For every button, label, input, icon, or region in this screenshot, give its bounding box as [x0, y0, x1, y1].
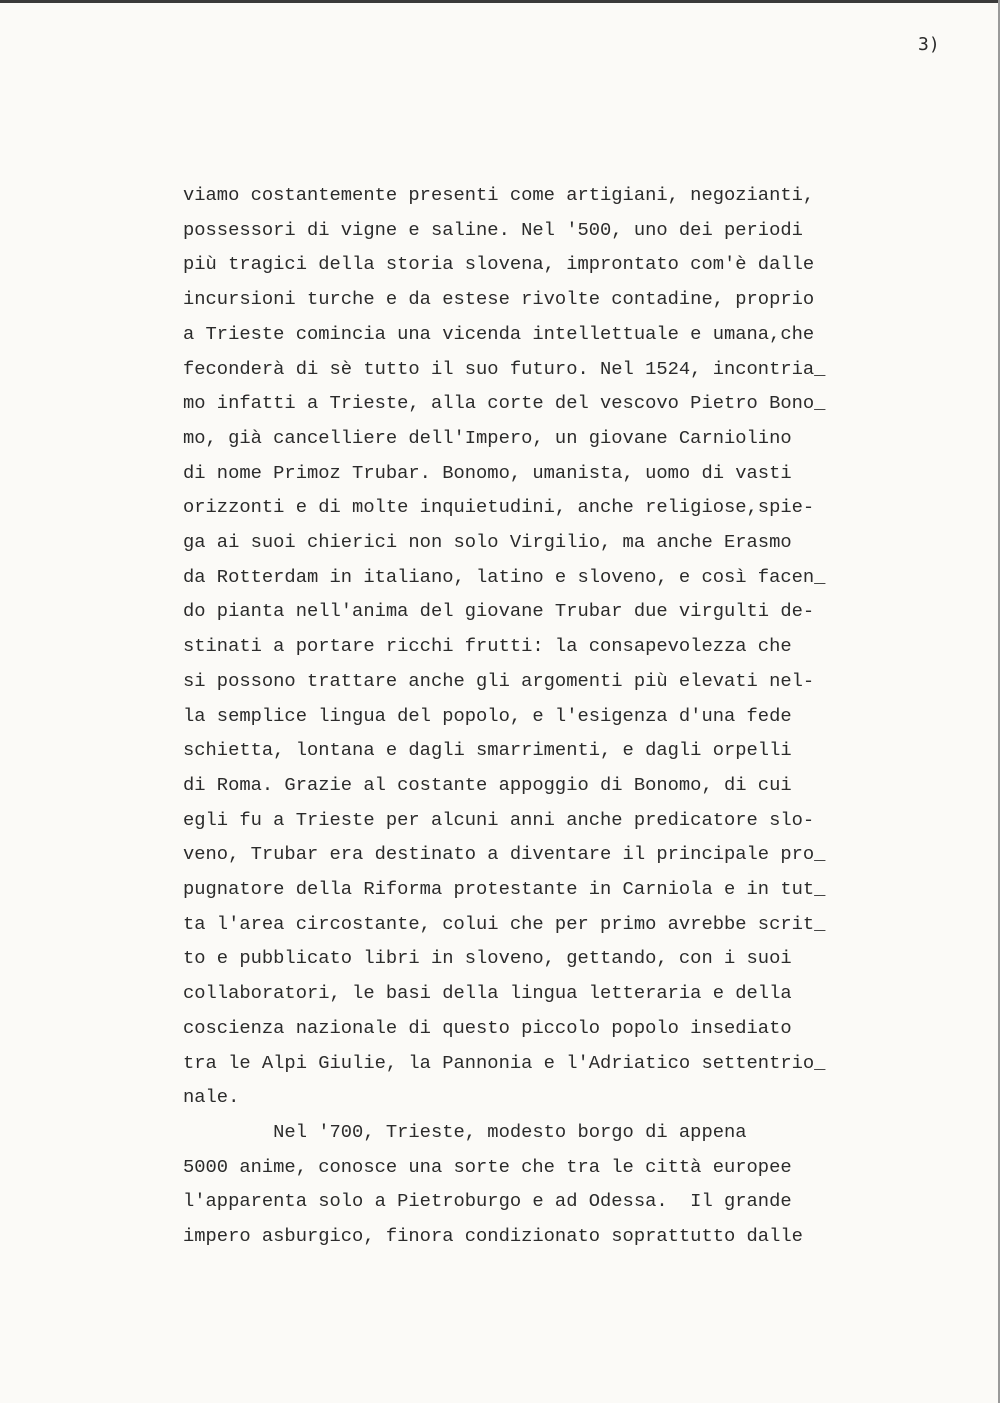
page-number: 3) [918, 34, 940, 55]
text-line: nale. [183, 1086, 240, 1109]
text-line: orizzonti e di molte inquietudini, anche religiose,spie- [183, 496, 815, 519]
text-line: collaboratori, le basi della lingua letteraria e della [183, 982, 792, 1005]
text-line: l'apparenta solo a Pietroburgo e ad Odessa. Il grande [183, 1190, 792, 1213]
text-line: pugnatore della Riforma protestante in Carniola e in tut_ [183, 878, 826, 901]
paragraph-start-line: Nel '700, Trieste, modesto borgo di appena [183, 1120, 747, 1143]
text-line: viamo costantemente presenti come artigiani, negozianti, [183, 184, 815, 206]
body-text [183, 178, 883, 1254]
text-line: ta l'area circostante, colui che per primo avrebbe scrit_ [183, 912, 826, 935]
text-line: do pianta nell'anima del giovane Trubar due virgulti de- [183, 600, 815, 623]
text-line: to e pubblicato libri in sloveno, gettando, con i suoi [183, 947, 792, 970]
text-line: da Rotterdam in italiano, latino e sloveno, e così facen_ [183, 565, 826, 588]
text-line: mo infatti a Trieste, alla corte del vescovo Pietro Bono_ [183, 392, 826, 415]
text-line: coscienza nazionale di questo piccolo popolo insediato [183, 1016, 792, 1039]
text-line: di nome Primoz Trubar. Bonomo, umanista, uomo di vasti [183, 461, 792, 484]
text-line: schietta, lontana e dagli smarrimenti, e dagli orpelli [183, 739, 792, 762]
page-top-edge [0, 0, 1000, 3]
text-line: possessori di vigne e saline. Nel '500, uno dei periodi [183, 218, 803, 241]
text-line: egli fu a Trieste per alcuni anni anche predicatore slo- [183, 808, 815, 831]
text-line: feconderà di sè tutto il suo futuro. Nel 1524, incontria_ [183, 357, 826, 380]
text-line: ga ai suoi chierici non solo Virgilio, ma anche Erasmo [183, 531, 792, 554]
text-line: incursioni turche e da estese rivolte contadine, proprio [183, 288, 815, 311]
text-line: più tragici della storia slovena, improntato com'è dalle [183, 253, 815, 276]
text-line: 5000 anime, conosce una sorte che tra le città europee [183, 1155, 792, 1178]
text-line: a Trieste comincia una vicenda intellettuale e umana,che [183, 322, 815, 345]
text-line: stinati a portare ricchi frutti: la consapevolezza che [183, 635, 792, 658]
text-line: tra le Alpi Giulie, la Pannonia e l'Adriatico settentrio_ [183, 1051, 826, 1074]
text-line: mo, già cancelliere dell'Impero, un giovane Carniolino [183, 426, 792, 449]
text-line: impero asburgico, finora condizionato soprattutto dalle [183, 1225, 803, 1248]
text-line: si possono trattare anche gli argomenti più elevati nel- [183, 669, 815, 692]
text-line: di Roma. Grazie al costante appoggio di Bonomo, di cui [183, 773, 792, 796]
text-line: la semplice lingua del popolo, e l'esigenza d'una fede [183, 704, 792, 727]
text-line: veno, Trubar era destinato a diventare il principale pro_ [183, 843, 826, 866]
